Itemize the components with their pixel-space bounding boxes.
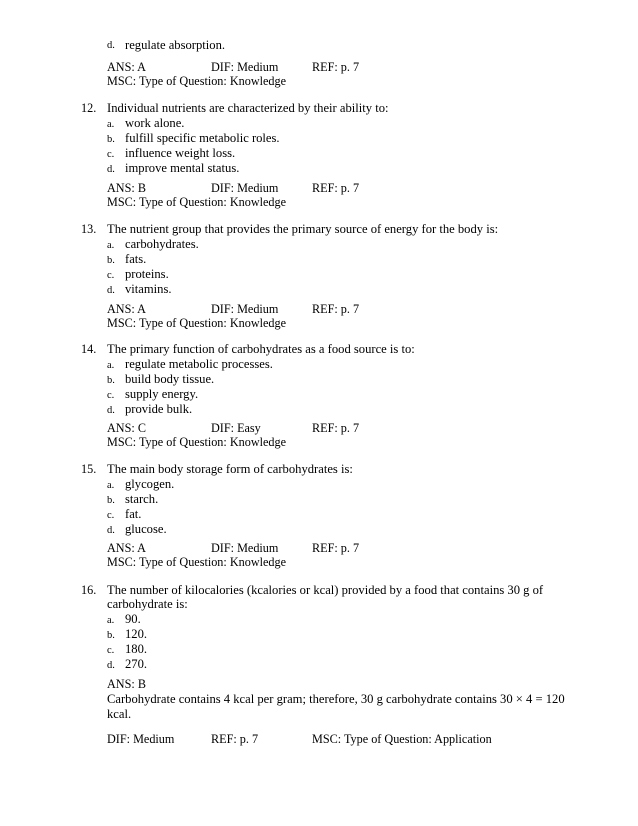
answer-key: ANS: C [107, 421, 146, 435]
difficulty: DIF: Medium [107, 732, 175, 746]
difficulty: DIF: Medium [211, 541, 279, 555]
choice-text: supply energy. [125, 387, 199, 401]
choice-text: carbohydrates. [125, 237, 199, 251]
choice-text: vitamins. [125, 282, 172, 296]
difficulty: DIF: Easy [211, 421, 261, 435]
choice-text: influence weight loss. [125, 146, 236, 160]
choice-text: 270. [125, 657, 148, 671]
question-stem: The number of kilocalories (kcalories or kcal) provided by a food that contains 30 g of [107, 583, 544, 597]
reference: REF: p. 7 [312, 60, 360, 74]
question-type: MSC: Type of Question: Knowledge [107, 74, 287, 88]
question-number: 16. [81, 583, 97, 597]
choice-text: build body tissue. [125, 372, 215, 386]
question-type: MSC: Type of Question: Knowledge [107, 316, 287, 330]
reference: REF: p. 7 [312, 302, 360, 316]
choice-letter: a. [107, 119, 115, 130]
choice-letter: c. [107, 390, 115, 401]
question-stem: The primary function of carbohydrates as a food source is to: [107, 342, 415, 356]
question-type: MSC: Type of Question: Application [312, 732, 492, 746]
choice-text: 180. [125, 642, 148, 656]
question-type: MSC: Type of Question: Knowledge [107, 435, 287, 449]
choice-text: proteins. [125, 267, 169, 281]
choice-letter: d. [107, 164, 115, 175]
choice-text: regulate absorption. [125, 38, 226, 52]
choice-text: glucose. [125, 522, 167, 536]
choice-letter: a. [107, 480, 115, 491]
choice-letter: a. [107, 360, 115, 371]
choice-letter: b. [107, 495, 115, 506]
choice-letter: d. [107, 405, 115, 416]
choice-letter: b. [107, 134, 115, 145]
choice-letter: d. [107, 285, 115, 296]
choice-letter: b. [107, 630, 115, 641]
choice-text: fat. [125, 507, 142, 521]
answer-key: ANS: B [107, 181, 146, 195]
reference: REF: p. 7 [211, 732, 259, 746]
choice-letter: c. [107, 645, 115, 656]
difficulty: DIF: Medium [211, 60, 279, 74]
choice-text: 120. [125, 627, 148, 641]
question-stem: The main body storage form of carbohydrates is: [107, 462, 353, 476]
choice-letter: c. [107, 510, 115, 521]
choice-letter: d. [107, 525, 115, 536]
answer-key: ANS: A [107, 302, 146, 316]
question-stem: The nutrient group that provides the primary source of energy for the body is: [107, 222, 499, 236]
difficulty: DIF: Medium [211, 302, 279, 316]
reference: REF: p. 7 [312, 421, 360, 435]
answer-key: ANS: A [107, 541, 146, 555]
choice-letter: d. [107, 40, 115, 51]
difficulty: DIF: Medium [211, 181, 279, 195]
rationale: kcal. [107, 707, 132, 721]
choice-letter: c. [107, 270, 115, 281]
reference: REF: p. 7 [312, 181, 360, 195]
choice-letter: b. [107, 255, 115, 266]
question-type: MSC: Type of Question: Knowledge [107, 195, 287, 209]
choice-text: starch. [125, 492, 159, 506]
choice-text: provide bulk. [125, 402, 193, 416]
question-number: 15. [81, 462, 97, 476]
choice-letter: a. [107, 615, 115, 626]
choice-text: fulfill specific metabolic roles. [125, 131, 280, 145]
question-stem: Individual nutrients are characterized by their ability to: [107, 101, 389, 115]
answer-key: ANS: A [107, 60, 146, 74]
choice-text: glycogen. [125, 477, 175, 491]
choice-text: improve mental status. [125, 161, 240, 175]
choice-text: fats. [125, 252, 147, 266]
question-stem: carbohydrate is: [107, 597, 188, 611]
choice-letter: c. [107, 149, 115, 160]
question-type: MSC: Type of Question: Knowledge [107, 555, 287, 569]
choice-letter: b. [107, 375, 115, 386]
reference: REF: p. 7 [312, 541, 360, 555]
choice-text: 90. [125, 612, 141, 626]
question-number: 13. [81, 222, 97, 236]
question-number: 12. [81, 101, 97, 115]
choice-letter: d. [107, 660, 115, 671]
answer-key: ANS: B [107, 677, 146, 691]
choice-letter: a. [107, 240, 115, 251]
choice-text: regulate metabolic processes. [125, 357, 273, 371]
choice-text: work alone. [125, 116, 185, 130]
rationale: Carbohydrate contains 4 kcal per gram; therefore, 30 g carbohydrate contains 30 × 4 = 120 [107, 692, 565, 706]
question-number: 14. [81, 342, 97, 356]
